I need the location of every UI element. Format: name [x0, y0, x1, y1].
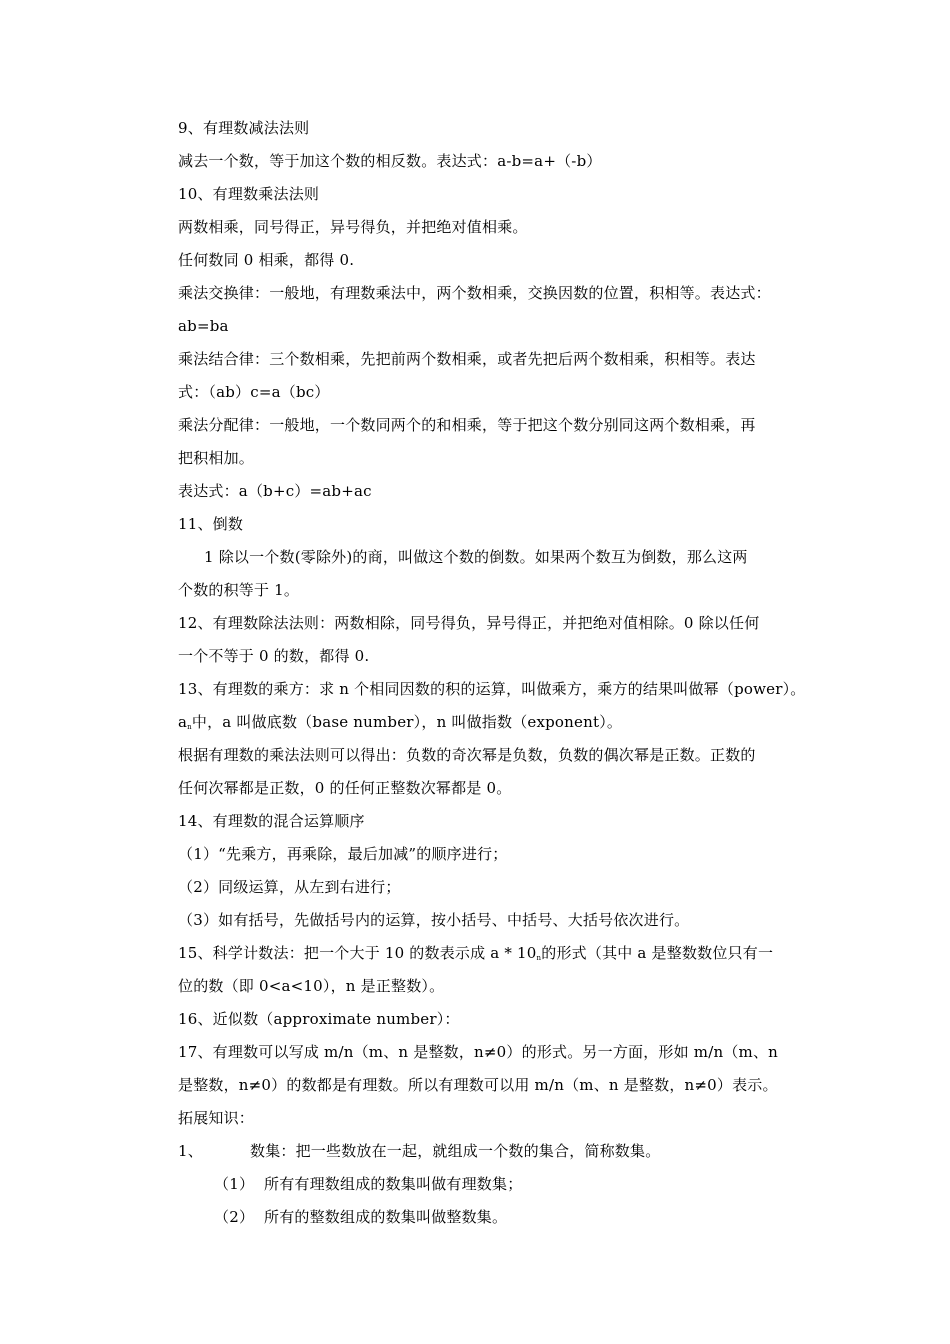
paragraph-line: 根据有理数的乘法法则可以得出：负数的奇次幂是负数，负数的偶次幂是正数。正数的	[178, 746, 756, 764]
paragraph-line: 式：（ab）c=a（bc）	[178, 383, 330, 401]
paragraph-line: 乘法分配律：一般地，一个数同两个的和相乘，等于把这个数分别同这两个数相乘，再	[178, 416, 756, 434]
sci-text-after: 的形式（其中 a 是整数数位只有一	[541, 944, 774, 962]
sub-item-number: （1）	[214, 1175, 255, 1193]
paragraph-line: 两数相乘，同号得正，异号得负，并把绝对值相乘。	[178, 218, 528, 236]
paragraph-line: 任何次幂都是正数，0 的任何正整数次幂都是 0。	[178, 779, 512, 797]
heading-multiplication-rule: 10、有理数乘法法则	[178, 185, 320, 203]
power-exponent: n	[187, 723, 192, 731]
extended-item-text: 数集：把一些数放在一起，就组成一个数的集合，简称数集。	[250, 1142, 661, 1160]
paragraph-line: 17、有理数可以写成 m/n（m、n 是整数，n≠0）的形式。另一方面，形如 m/n（m、n	[178, 1043, 779, 1061]
extended-item-number: 1、	[178, 1142, 203, 1160]
paragraph-line: 12、有理数除法法则：两数相除，同号得负，异号得正，并把绝对值相除。0 除以任何	[178, 614, 760, 632]
power-base: a	[178, 713, 188, 731]
sub-item-text: 所有的整数组成的数集叫做整数集。	[264, 1208, 508, 1226]
sub-list-item	[178, 1168, 814, 1201]
sci-exponent: n	[536, 954, 542, 962]
power-definition-line	[178, 706, 814, 739]
paragraph-line: 1 除以一个数(零除外)的商，叫做这个数的倒数。如果两个数互为倒数，那么这两	[204, 548, 748, 566]
sub-list-item	[178, 1201, 814, 1234]
paragraph-line: 把积相加。	[178, 449, 255, 467]
paragraph-line: ab=ba	[178, 317, 229, 335]
paragraph-line: 乘法结合律：三个数相乘，先把前两个数相乘，或者先把后两个数相乘，积相等。表达	[178, 350, 756, 368]
paragraph-line: 13、有理数的乘方：求 n 个相同因数的积的运算，叫做乘方，乘方的结果叫做幂（power）。	[178, 680, 806, 698]
paragraph-line: 一个不等于 0 的数，都得 0.	[178, 647, 370, 665]
paragraph-line: 是整数，n≠0）的数都是有理数。所以有理数可以用 m/n（m、n 是整数，n≠0）表示。	[178, 1076, 778, 1094]
heading-mixed-operations: 14、有理数的混合运算顺序	[178, 812, 365, 830]
heading-approximate-number: 16、近似数（approximate number）：	[178, 1010, 460, 1028]
document-body	[178, 112, 814, 1234]
paragraph-line: 减去一个数，等于加这个数的相反数。表达式：a-b=a+（-b）	[178, 152, 602, 170]
scientific-notation-line	[178, 937, 814, 970]
paragraph-line: 乘法交换律：一般地，有理数乘法中，两个数相乘，交换因数的位置，积相等。表达式：	[178, 284, 771, 302]
heading-subtraction-rule: 9、有理数减法法则	[178, 119, 310, 137]
heading-reciprocal: 11、倒数	[178, 515, 244, 533]
list-item: （1）“先乘方，再乘除，最后加减”的顺序进行；	[178, 845, 508, 863]
list-item: （3）如有括号，先做括号内的运算，按小括号、中括号、大括号依次进行。	[178, 911, 690, 929]
paragraph-line: 个数的积等于 1。	[178, 581, 300, 599]
sci-text-before: 15、科学计数法：把一个大于 10 的数表示成 a * 10	[178, 944, 537, 962]
paragraph-line: 表达式：a（b+c）=ab+ac	[178, 482, 372, 500]
paragraph-line: 位的数（即 0<a<10），n 是正整数）。	[178, 977, 445, 995]
power-text: 中，a 叫做底数（base number），n 叫做指数（exponent）。	[191, 713, 623, 731]
sub-item-text: 所有有理数组成的数集叫做有理数集；	[264, 1175, 523, 1193]
paragraph-line: 任何数同 0 相乘，都得 0.	[178, 251, 355, 269]
sub-item-number: （2）	[214, 1208, 255, 1226]
list-item: （2）同级运算，从左到右进行；	[178, 878, 401, 896]
heading-extended-knowledge: 拓展知识：	[178, 1109, 255, 1127]
extended-item	[178, 1135, 814, 1168]
